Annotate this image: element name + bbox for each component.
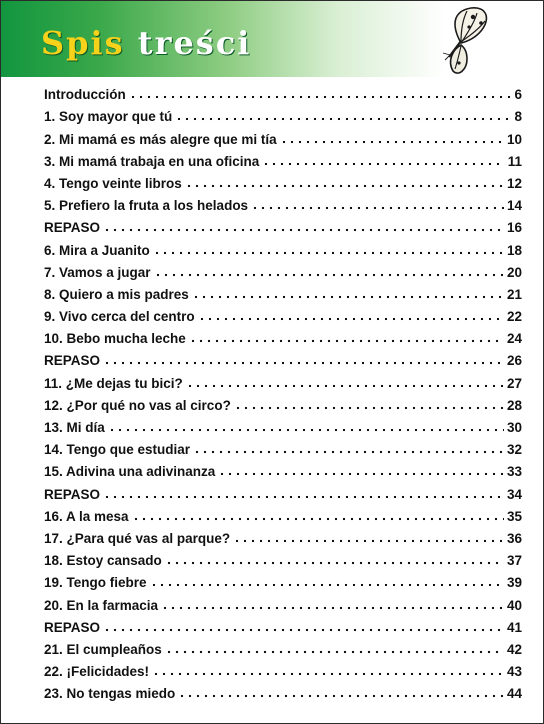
dot-leader bbox=[152, 672, 504, 676]
toc-entry[interactable] bbox=[44, 413, 522, 435]
toc-entry-label: 17. ¿Para qué vas al parque? bbox=[44, 530, 231, 546]
toc-entry-page-number: 28 bbox=[506, 397, 522, 413]
toc-entry-page-number: 22 bbox=[506, 309, 522, 325]
toc-entry[interactable] bbox=[44, 391, 522, 413]
table-of-contents bbox=[44, 80, 522, 701]
toc-entry[interactable] bbox=[44, 147, 522, 169]
toc-entry-page-number: 16 bbox=[506, 220, 522, 236]
toc-entry-page-number: 44 bbox=[506, 686, 522, 702]
toc-entry-label: REPASO bbox=[44, 353, 101, 369]
toc-entry-page-number: 8 bbox=[514, 109, 522, 125]
toc-entry-label: 3. Mi mamá trabaja en una oficina bbox=[44, 153, 260, 169]
toc-entry-page-number: 35 bbox=[506, 508, 522, 524]
dot-leader bbox=[165, 650, 504, 654]
toc-entry-page-number: 34 bbox=[506, 486, 522, 502]
dot-leader bbox=[103, 495, 504, 499]
toc-entry-label: 7. Vamos a jugar bbox=[44, 264, 151, 280]
toc-entry-label: 9. Vivo cerca del centro bbox=[44, 309, 195, 325]
toc-entry-page-number: 39 bbox=[506, 575, 522, 591]
toc-entry-label: 8. Quiero a mis padres bbox=[44, 286, 189, 302]
dot-leader bbox=[280, 140, 504, 144]
toc-entry-page-number: 24 bbox=[506, 331, 522, 347]
toc-entry[interactable] bbox=[44, 124, 522, 146]
dot-leader bbox=[132, 517, 504, 521]
toc-entry-label: 22. ¡Felicidades! bbox=[44, 664, 150, 680]
toc-entry[interactable] bbox=[44, 635, 522, 657]
toc-entry-page-number: 36 bbox=[506, 530, 522, 546]
toc-entry-page-number: 33 bbox=[506, 464, 522, 480]
toc-entry-page-number: 12 bbox=[506, 175, 522, 191]
toc-entry[interactable] bbox=[44, 368, 522, 390]
toc-entry-label: 12. ¿Por qué no vas al circo? bbox=[44, 397, 231, 413]
toc-entry-page-number: 26 bbox=[506, 353, 522, 369]
dot-leader bbox=[193, 450, 504, 454]
toc-entry-label: 4. Tengo veinte libros bbox=[44, 175, 182, 191]
butterfly-icon bbox=[431, 5, 493, 77]
toc-entry-page-number: 6 bbox=[514, 87, 522, 103]
dot-leader bbox=[154, 273, 504, 277]
dot-leader bbox=[150, 583, 504, 587]
toc-entry[interactable] bbox=[44, 590, 522, 612]
toc-entry[interactable] bbox=[44, 191, 522, 213]
toc-entry[interactable] bbox=[44, 435, 522, 457]
toc-entry[interactable] bbox=[44, 679, 522, 701]
toc-entry-page-number: 43 bbox=[506, 664, 522, 680]
toc-entry-page-number: 42 bbox=[506, 641, 522, 657]
dot-leader bbox=[185, 184, 504, 188]
title-part-1: Spis bbox=[41, 24, 125, 62]
toc-entry[interactable] bbox=[44, 613, 522, 635]
toc-entry-label: 2. Mi mamá es más alegre que mi tía bbox=[44, 131, 277, 147]
toc-entry-page-number: 14 bbox=[506, 198, 522, 214]
toc-entry-label: 23. No tengas miedo bbox=[44, 686, 176, 702]
toc-entry[interactable] bbox=[44, 657, 522, 679]
dot-leader bbox=[103, 628, 504, 632]
toc-entry-page-number: 10 bbox=[506, 131, 522, 147]
toc-entry-label: REPASO bbox=[44, 619, 101, 635]
toc-entry-label: 16. A la mesa bbox=[44, 508, 129, 524]
toc-entry-label: 11. ¿Me dejas tu bici? bbox=[44, 375, 183, 391]
toc-entry-page-number: 40 bbox=[506, 597, 522, 613]
toc-entry-label: REPASO bbox=[44, 486, 101, 502]
header-banner bbox=[1, 1, 543, 77]
title-part-2: treści bbox=[137, 24, 252, 62]
dot-leader bbox=[186, 384, 504, 388]
toc-entry-page-number: 37 bbox=[506, 553, 522, 569]
toc-entry[interactable] bbox=[44, 324, 522, 346]
dot-leader bbox=[218, 472, 504, 476]
toc-entry-page-number: 18 bbox=[506, 242, 522, 258]
toc-entry[interactable] bbox=[44, 169, 522, 191]
toc-entry[interactable] bbox=[44, 546, 522, 568]
dot-leader bbox=[129, 95, 512, 99]
toc-entry-page-number: 30 bbox=[506, 420, 522, 435]
toc-entry[interactable] bbox=[44, 502, 522, 524]
dot-leader bbox=[234, 406, 504, 410]
toc-entry-label: 13. Mi día bbox=[44, 420, 105, 435]
dot-leader bbox=[198, 317, 504, 321]
toc-entry-label: REPASO bbox=[44, 220, 101, 236]
dot-leader bbox=[108, 428, 504, 432]
toc-entry-label: 19. Tengo fiebre bbox=[44, 575, 147, 591]
toc-entry-label: 6. Mira a Juanito bbox=[44, 242, 150, 258]
toc-entry-label: 1. Soy mayor que tú bbox=[44, 109, 173, 125]
toc-entry-page-number: 27 bbox=[506, 375, 522, 391]
toc-entry[interactable] bbox=[44, 524, 522, 546]
dot-leader bbox=[175, 117, 511, 121]
toc-entry-page-number: 20 bbox=[506, 264, 522, 280]
toc-entry[interactable] bbox=[44, 258, 522, 280]
toc-entry-label: 5. Prefiero la fruta a los helados bbox=[44, 198, 249, 214]
toc-entry[interactable] bbox=[44, 235, 522, 257]
toc-entry-page-number: 21 bbox=[506, 286, 522, 302]
toc-entry[interactable] bbox=[44, 80, 522, 102]
dot-leader bbox=[192, 295, 504, 299]
page-title bbox=[41, 23, 251, 63]
toc-entry-page-number: 41 bbox=[506, 619, 522, 635]
toc-entry-label: 14. Tengo que estudiar bbox=[44, 442, 191, 458]
dot-leader bbox=[251, 206, 504, 210]
toc-entry[interactable] bbox=[44, 213, 522, 235]
dot-leader bbox=[178, 694, 504, 698]
dot-leader bbox=[262, 162, 504, 166]
dot-leader bbox=[233, 539, 504, 543]
toc-entry-label: Introducción bbox=[44, 87, 126, 103]
toc-entry-label: 18. Estoy cansado bbox=[44, 553, 162, 569]
toc-entry[interactable] bbox=[44, 457, 522, 479]
dot-leader bbox=[103, 361, 504, 365]
toc-entry[interactable] bbox=[44, 479, 522, 501]
toc-entry-label: 20. En la farmacia bbox=[44, 597, 159, 613]
dot-leader bbox=[165, 561, 504, 565]
toc-entry[interactable] bbox=[44, 568, 522, 590]
toc-entry[interactable] bbox=[44, 102, 522, 124]
dot-leader bbox=[161, 606, 504, 610]
toc-entry[interactable] bbox=[44, 346, 522, 368]
dot-leader bbox=[189, 339, 504, 343]
toc-entry-label: 15. Adivina una adivinanza bbox=[44, 464, 216, 480]
dot-leader bbox=[153, 251, 504, 255]
dot-leader bbox=[103, 228, 504, 232]
toc-entry-page-number: 32 bbox=[506, 442, 522, 458]
toc-entry[interactable] bbox=[44, 280, 522, 302]
toc-entry-label: 10. Bebo mucha leche bbox=[44, 331, 186, 347]
toc-entry[interactable] bbox=[44, 302, 522, 324]
toc-entry-label: 21. El cumpleaños bbox=[44, 641, 162, 657]
toc-entry-page-number: 11 bbox=[507, 153, 522, 169]
